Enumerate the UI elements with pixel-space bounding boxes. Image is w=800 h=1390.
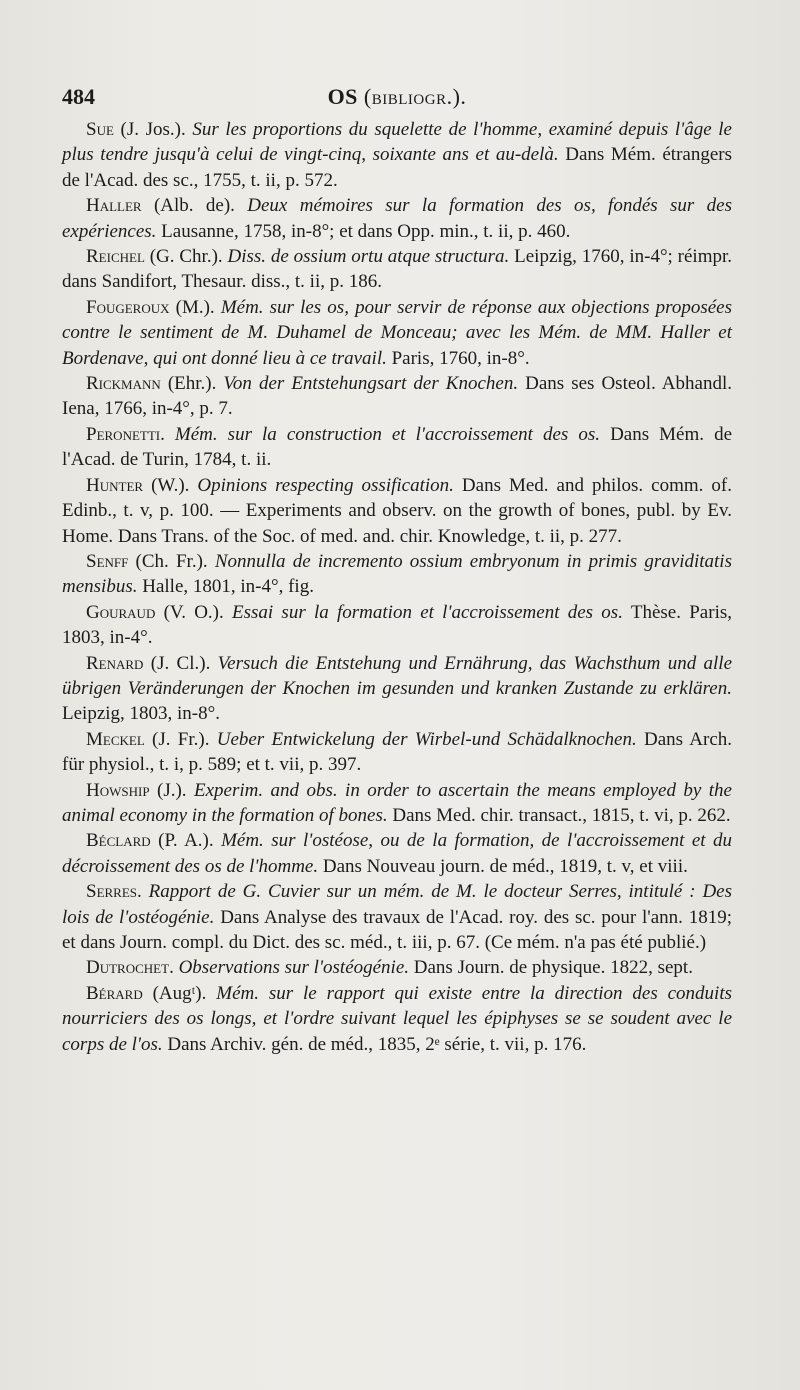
entry-author: Haller [86, 195, 142, 217]
entry-author: Serres [86, 881, 138, 903]
entry-author-details: (P. A.). [150, 830, 222, 852]
entry-author: Howship [86, 779, 150, 801]
entry-publication: Thèse. Paris, 1803, in-4°. [62, 601, 732, 649]
bibliography-entry [62, 295, 732, 371]
entry-title: Deux mémoires sur la formation des os, fondés sur des expériences. [62, 195, 732, 242]
entry-author-details: (Ch. Fr.). [128, 550, 215, 572]
entry-title: Mém. sur l'ostéose, ou de la formation, de l'accroissement et du décroissement des os de l'homme. [62, 830, 732, 877]
entry-publication: Dans Nouveau journ. de méd., 1819, t. v, et viii. [318, 855, 688, 877]
entry-publication: Dans Analyse des travaux de l'Acad. roy. des sc. pour l'ann. 1819; et dans Journ. compl. du Dict. des sc. méd., t. iii, p. 67. (Ce mém. n'a pas été publié.) [62, 906, 732, 953]
entry-author-details: (J. Cl.). [143, 652, 218, 674]
bibliography-entry [62, 371, 732, 422]
entry-author-details: (J. Jos.). [113, 119, 193, 140]
entry-title: Rapport de G. Cuvier sur un mém. de M. le docteur Serres, intitulé : Des lois de l'ostéogénie. [62, 881, 732, 928]
entry-publication: Dans Med. and philos. comm. of. Edinb., t. v, p. 100. — Experiments and observ. on the growth of bones, publ. by Ev. Home. Dans Trans. of the Soc. of med. and. chir. Knowledge, t. ii, p. 277. [62, 474, 733, 547]
entry-title: Opinions respecting ossification. [197, 474, 454, 496]
bibliography-entry [62, 117, 732, 193]
entry-author: Sue [86, 119, 114, 140]
entry-publication: Dans Mém. de l'Acad. de Turin, 1784, t. ii. [62, 423, 733, 471]
bibliography-entry [62, 727, 732, 778]
entry-publication: Dans Arch. für physiol., t. i, p. 589; et t. vii, p. 397. [62, 728, 733, 776]
bibliography-entry [62, 879, 732, 955]
entry-title: Experim. and obs. in order to ascertain the means employed by the animal economy in the formation of bones. [62, 779, 732, 826]
entry-author: Fougeroux [86, 296, 170, 318]
bibliography-entry [62, 473, 732, 549]
entry-author: Bérard [86, 982, 143, 1004]
entry-title: Mém. sur les os, pour servir de réponse aux objections proposées contre le sentiment de M. Duhamel de Monceau; avec les Mém. de MM. Haller et Bordenave, qui ont donné lieu à ce travail. [62, 296, 732, 369]
entry-publication: Dans ses Osteol. Abhandl. Iena, 1766, in-4°, p. 7. [62, 373, 732, 420]
bibliography-entry [62, 828, 732, 879]
entry-publication: Dans Journ. de physique. 1822, sept. [409, 957, 693, 979]
entry-title: Observations sur l'ostéogénie. [178, 957, 410, 979]
bibliography-entry [62, 244, 732, 295]
entry-publication: Dans Med. chir. transact., 1815, t. vi, p. 262. [387, 804, 731, 826]
entry-title: Nonnulla de incremento ossium embryonum in primis graviditatis mensibus. [62, 550, 732, 598]
entry-author: Gouraud [86, 601, 156, 623]
entry-author-details: (G. Chr.). [144, 246, 228, 268]
entry-publication: Leipzig, 1803, in-8°. [62, 703, 220, 725]
entry-publication: Paris, 1760, in-8°. [386, 347, 530, 369]
entry-author: Reichel [86, 246, 145, 268]
running-title-main: OS [327, 84, 358, 109]
entry-author-details: (V. O.). [155, 601, 232, 623]
entry-author: Renard [86, 652, 144, 674]
entry-author-details: (Augᵗ). [142, 982, 217, 1004]
bibliography-entry [62, 549, 732, 600]
entry-publication: Leipzig, 1760, in-4°; réimpr. dans Sandifort, Thesaur. diss., t. ii, p. 186. [62, 246, 733, 293]
entry-publication: Dans Mém. étrangers de l'Acad. des sc., 1755, t. ii, p. 572. [62, 144, 732, 191]
entry-author: Peronetti [86, 423, 161, 445]
entry-author: Hunter [86, 474, 144, 496]
bibliography-entry [62, 600, 732, 651]
entry-author: Béclard [86, 830, 151, 852]
page-number: 484 [62, 84, 95, 109]
entry-title: Diss. de ossium ortu atque structura. [227, 246, 510, 268]
running-title [62, 84, 732, 110]
entry-author-details: (W.). [143, 474, 198, 496]
entry-author-details: (J.). [149, 779, 194, 801]
entry-author-details: . [169, 957, 179, 979]
running-title-sub: (bibliogr.). [363, 84, 467, 109]
entry-author: Meckel [86, 728, 145, 750]
entry-title: Mém. sur le rapport qui existe entre la direction des conduits nourriciers des os longs, et l'ordre suivant lequel les épiphyses se se soudent avec le corps de l'os. [62, 982, 733, 1055]
entry-title: Sur les proportions du squelette de l'homme, examiné depuis l'âge le plus tendre jusqu'à celui de vingt-cinq, soixante ans et au-delà. [62, 119, 732, 166]
entry-author-details: (J. Fr.). [144, 728, 217, 750]
entry-author: Senff [86, 550, 129, 572]
entry-title: Ueber Entwickelung der Wirbel-und Schädalknochen. [216, 728, 637, 750]
entry-author-details: (Alb. de). [141, 195, 248, 217]
entry-publication: Dans Archiv. gén. de méd., 1835, 2ᵉ série, t. vii, p. 176. [162, 1033, 587, 1055]
entry-title: Versuch die Entstehung und Ernährung, das Wachsthum und alle übrigen Veränderungen der Knochen im gesunden und kranken Zustande zu erklären. [62, 652, 733, 699]
bibliography-entry [62, 981, 732, 1057]
bibliography-entry [62, 778, 732, 829]
entry-author-details: (Ehr.). [160, 373, 224, 395]
entry-author: Dutrochet [86, 957, 170, 979]
entry-title: Von der Entstehungsart der Knochen. [223, 373, 519, 395]
bibliography-entry [62, 955, 732, 980]
entry-title: Essai sur la formation et l'accroissement des os. [232, 601, 623, 623]
bibliography-entry [62, 422, 732, 473]
bibliography-entry [62, 193, 732, 244]
entry-title: Mém. sur la construction et l'accroissement des os. [174, 423, 601, 445]
bibliography-entry [62, 651, 732, 727]
entry-author: Rickmann [86, 373, 161, 395]
entry-author-details: (M.). [169, 296, 221, 318]
entry-publication: Lausanne, 1758, in-8°; et dans Opp. min., t. ii, p. 460. [156, 220, 571, 242]
entry-author-details: . [137, 881, 149, 903]
entry-publication: Halle, 1801, in-4°, fig. [137, 576, 314, 598]
bibliography-list [62, 117, 732, 1057]
running-header [62, 80, 732, 114]
entry-author-details: . [160, 423, 175, 445]
